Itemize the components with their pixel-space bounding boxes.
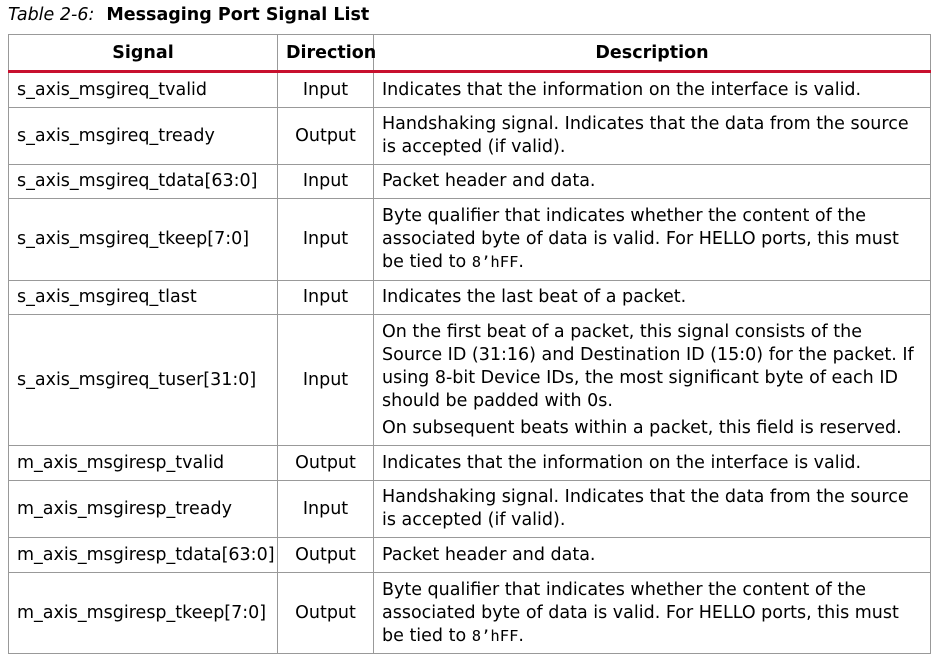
table-row xyxy=(9,72,931,108)
direction-cell: Input xyxy=(278,199,374,281)
description-paragraph xyxy=(382,205,922,274)
description-text: Indicates that the information on the interface is valid. xyxy=(382,452,862,473)
description-text: Byte qualifier that indicates whether the content of the associated byte of data is valid. For HELLO ports, this must be tied to xyxy=(382,579,899,646)
description-paragraph xyxy=(382,79,922,102)
signal-name-cell: m_axis_msgiresp_tkeep[7:0] xyxy=(9,573,278,654)
signal-name-cell: s_axis_msgireq_tdata[63:0] xyxy=(9,165,278,199)
description-paragraph xyxy=(382,170,922,193)
description-text: Handshaking signal. Indicates that the data from the source is accepted (if valid). xyxy=(382,114,909,157)
signal-name-cell: m_axis_msgiresp_tdata[63:0] xyxy=(9,538,278,573)
table-row xyxy=(9,281,931,315)
table-row xyxy=(9,315,931,446)
direction-cell: Input xyxy=(278,72,374,108)
table-row xyxy=(9,199,931,281)
header-row xyxy=(9,35,931,72)
description-text: Packet header and data. xyxy=(382,171,596,191)
description-cell xyxy=(374,481,931,538)
table-row xyxy=(9,108,931,165)
description-cell xyxy=(374,538,931,573)
description-text: Indicates that the information on the interface is valid. xyxy=(382,79,862,100)
code-value: 8’hFF xyxy=(471,626,519,645)
signal-name-cell: s_axis_msgireq_tuser[31:0] xyxy=(9,315,278,446)
description-cell xyxy=(374,446,931,481)
description-cell xyxy=(374,573,931,654)
signal-name-cell: m_axis_msgiresp_tvalid xyxy=(9,446,278,481)
description-cell xyxy=(374,72,931,108)
description-text: On subsequent beats within a packet, this field is reserved. xyxy=(382,417,902,438)
description-text: On the first beat of a packet, this signal consists of the Source ID (31:16) and Destination ID (15:0) for the packet. If using 8-bit Device IDs, the most significant byte of each ID should be padded with 0s. xyxy=(382,321,914,411)
description-text: Indicates the last beat of a packet. xyxy=(382,287,687,307)
code-suffix: . xyxy=(518,252,524,272)
table-row xyxy=(9,446,931,481)
signal-name-cell: s_axis_msgireq_tlast xyxy=(9,281,278,315)
direction-cell: Output xyxy=(278,446,374,481)
column-header-signal: Signal xyxy=(9,35,278,72)
description-paragraph xyxy=(382,113,922,159)
description-cell xyxy=(374,165,931,199)
table-row xyxy=(9,165,931,199)
description-cell xyxy=(374,108,931,165)
direction-cell: Input xyxy=(278,315,374,446)
signal-name-cell: s_axis_msgireq_tready xyxy=(9,108,278,165)
column-header-description: Description xyxy=(374,35,931,72)
description-paragraph xyxy=(382,321,922,413)
column-header-direction: Direction xyxy=(278,35,374,72)
direction-cell: Input xyxy=(278,165,374,199)
table-row xyxy=(9,573,931,654)
code-value: 8’hFF xyxy=(471,253,519,271)
direction-cell: Output xyxy=(278,538,374,573)
description-paragraph xyxy=(382,417,922,440)
table-number: Table 2-6: xyxy=(8,5,95,25)
code-suffix: . xyxy=(518,625,524,646)
direction-cell: Input xyxy=(278,481,374,538)
description-cell xyxy=(374,281,931,315)
table-title: Messaging Port Signal List xyxy=(106,5,370,25)
table-caption xyxy=(8,4,369,26)
signal-name-cell: m_axis_msgiresp_tready xyxy=(9,481,278,538)
direction-cell: Output xyxy=(278,108,374,165)
signal-name-cell: s_axis_msgireq_tvalid xyxy=(9,72,278,108)
signal-name-cell: s_axis_msgireq_tkeep[7:0] xyxy=(9,199,278,281)
table-row xyxy=(9,538,931,573)
description-paragraph xyxy=(382,486,922,532)
description-text: Packet header and data. xyxy=(382,544,596,565)
description-text: Handshaking signal. Indicates that the data from the source is accepted (if valid). xyxy=(382,487,909,530)
description-paragraph xyxy=(382,452,922,475)
description-cell xyxy=(374,315,931,446)
description-text: Byte qualifier that indicates whether the content of the associated byte of data is valid. For HELLO ports, this must be tied to xyxy=(382,206,899,272)
description-paragraph xyxy=(382,579,922,648)
direction-cell: Output xyxy=(278,573,374,654)
description-cell xyxy=(374,199,931,281)
description-paragraph xyxy=(382,286,922,309)
description-paragraph xyxy=(382,544,922,567)
direction-cell: Input xyxy=(278,281,374,315)
table-row xyxy=(9,481,931,538)
signal-table xyxy=(8,34,931,654)
